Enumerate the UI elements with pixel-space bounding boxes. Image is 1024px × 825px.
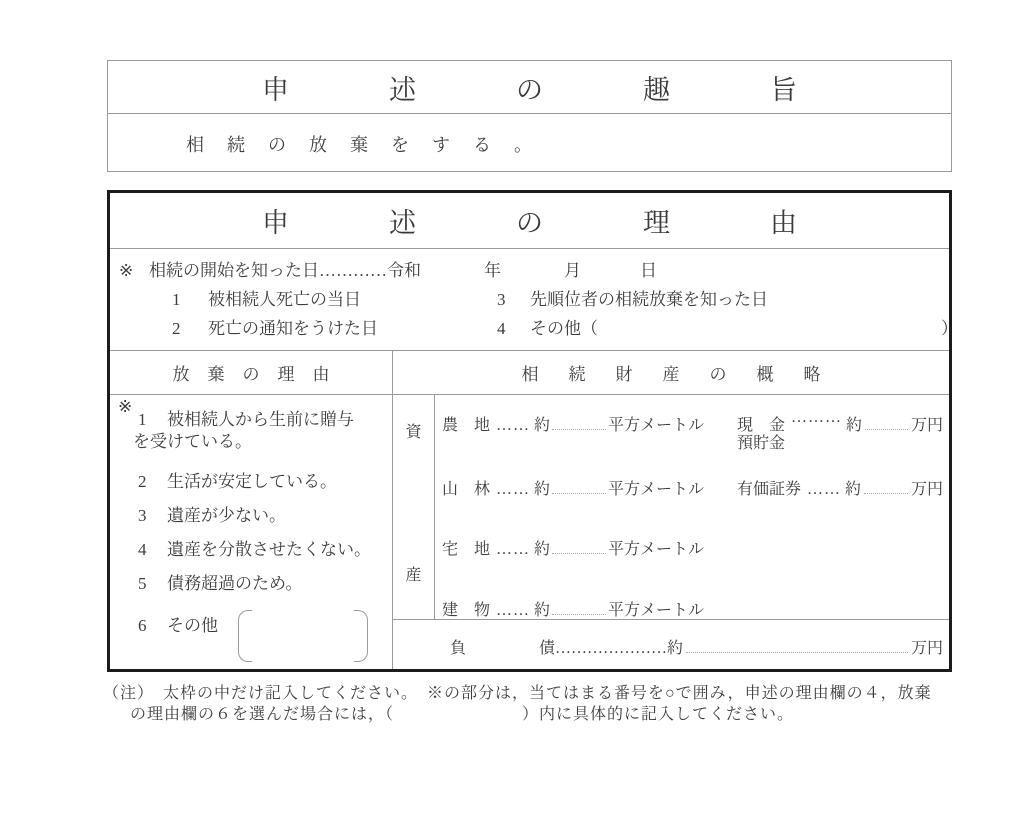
start-date-section — [110, 249, 958, 351]
other-reason-write-in-field[interactable] — [238, 610, 368, 662]
renunciation-reason-header-cell — [110, 351, 393, 394]
note-line-2-post: ）内に具体的に記入してください。 — [522, 706, 795, 723]
date-choice-1-number[interactable]: 1 — [172, 290, 181, 309]
forest-label: 山 林 — [442, 481, 491, 498]
debt-amount-field[interactable] — [686, 649, 908, 653]
debt-row — [393, 619, 949, 669]
date-choice-3-number[interactable]: 3 — [497, 290, 506, 309]
month-label: 月 — [564, 261, 581, 280]
renunciation-reason-header: 放棄の理由 — [172, 365, 348, 384]
cash-label-line1: 現 金 — [737, 417, 786, 434]
assets-label-column — [393, 395, 435, 619]
date-choice-3-text: 先順位者の相続放棄を知った日 — [530, 290, 768, 309]
reason-body-row — [110, 395, 949, 669]
right-bracket — [354, 610, 368, 662]
cash-deposit-label — [737, 417, 785, 453]
note-line-1: （注） 太枠の中だけ記入してください。 ※の部分は，当てはまる番号を○で囲み，申述の理由欄の４，放棄 — [103, 685, 932, 702]
forest-area-field[interactable] — [552, 490, 606, 494]
reason-4-number[interactable]: 4 — [138, 540, 147, 559]
reason-3-number[interactable]: 3 — [138, 506, 147, 525]
residential-land-area-field[interactable] — [552, 550, 606, 554]
reason-4-text: 遺産を分散させたくない。 — [167, 540, 371, 559]
approx-label: 約 — [534, 602, 551, 619]
reasons-marker: ※ — [118, 397, 133, 416]
reason-1-text: 被相続人から生前に贈与を受けている。 — [133, 410, 354, 451]
leader-dots: …… — [807, 481, 842, 498]
approx-label: 約 — [534, 481, 551, 498]
asset-row-farmland — [442, 409, 943, 453]
note-line-2 — [130, 704, 963, 725]
asset-label-bottom: 産 — [405, 567, 422, 584]
leader-dots: …… — [496, 417, 531, 434]
reason-1-number[interactable]: 1 — [138, 410, 147, 429]
reason-6-text: その他 — [167, 616, 218, 635]
farmland-area-field[interactable] — [552, 426, 606, 430]
month-field[interactable] — [504, 260, 560, 280]
approx-label: 約 — [846, 417, 863, 434]
purpose-box — [107, 60, 952, 172]
yen-unit-label: 万円 — [910, 640, 943, 657]
purpose-title-row — [108, 61, 951, 114]
securities-label: 有価証券 — [737, 481, 802, 498]
date-choice-2-text: 死亡の通知をうけた日 — [208, 319, 378, 338]
reason-3-text: 遺産が少ない。 — [167, 506, 286, 525]
estate-outline-header-cell — [393, 351, 949, 394]
leader-dots: ……… — [791, 409, 843, 426]
purpose-statement: 相続の放棄をする。 — [186, 135, 555, 155]
yen-unit-label: 万円 — [910, 417, 943, 434]
date-choice-2-number[interactable]: 2 — [172, 319, 181, 338]
approx-label: 約 — [845, 481, 862, 498]
day-field[interactable] — [584, 260, 636, 280]
reiwa-year-field[interactable] — [425, 260, 481, 280]
list-item — [138, 471, 392, 493]
reason-box — [107, 190, 958, 672]
cash-label-line2: 預貯金 — [737, 435, 786, 452]
date-choice-4-number[interactable]: 4 — [497, 319, 506, 338]
reason-6-number[interactable]: 6 — [138, 616, 147, 635]
asset-row-forest — [442, 476, 943, 499]
reason-2-text: 生活が安定している。 — [167, 472, 337, 491]
asset-rows — [435, 395, 949, 619]
estate-outline-cell — [393, 395, 949, 669]
asset-row-building — [442, 597, 943, 620]
approx-label: 約 — [534, 417, 551, 434]
yen-unit-label: 万円 — [910, 481, 943, 498]
reason-5-text: 債務超過のため。 — [167, 574, 303, 593]
leader-dots: ………………… — [555, 640, 668, 657]
securities-amount-field[interactable] — [864, 490, 908, 494]
column-header-row — [110, 351, 949, 395]
note-line-2-pre: の理由欄の６を選んだ場合には，（ — [130, 706, 395, 723]
purpose-title: 申述の趣旨 — [262, 74, 897, 105]
purpose-body-row — [108, 114, 951, 157]
sqm-unit-label: 平方メートル — [608, 602, 705, 619]
footer-notes — [103, 683, 963, 725]
list-item — [133, 409, 392, 453]
cash-amount-field[interactable] — [865, 426, 908, 430]
asset-row-residential-land — [442, 536, 943, 559]
left-bracket — [238, 610, 252, 662]
reason-title: 申述の理由 — [262, 208, 897, 238]
other-date-detail-field[interactable] — [602, 318, 937, 338]
debt-label-fu: 負 — [450, 640, 467, 657]
list-item — [138, 539, 392, 561]
date-choice-4-close-paren: ） — [941, 319, 958, 338]
date-choice-4-text: その他（ — [530, 319, 598, 338]
list-item — [138, 573, 392, 595]
asset-label-top: 資 — [405, 424, 422, 441]
start-date-marker: ※ — [119, 261, 134, 280]
building-area-field[interactable] — [552, 611, 606, 615]
start-date-label: 相続の開始を知った日…………令和 — [149, 261, 421, 280]
debt-label-sai: 債 — [539, 640, 556, 657]
sqm-unit-label: 平方メートル — [608, 481, 705, 498]
approx-label: 約 — [667, 640, 684, 657]
year-label: 年 — [484, 261, 501, 280]
residential-land-label: 宅 地 — [442, 541, 491, 558]
farmland-label: 農 地 — [442, 417, 491, 434]
date-choice-1-text: 被相続人死亡の当日 — [208, 290, 361, 309]
building-label: 建 物 — [442, 602, 491, 619]
leader-dots: …… — [496, 541, 531, 558]
sqm-unit-label: 平方メートル — [608, 541, 705, 558]
sqm-unit-label: 平方メートル — [608, 417, 705, 434]
leader-dots: …… — [496, 481, 531, 498]
reason-5-number[interactable]: 5 — [138, 574, 147, 593]
reason-title-row — [110, 193, 949, 249]
approx-label: 約 — [534, 541, 551, 558]
renunciation-reasons-cell — [110, 395, 393, 669]
estate-outline-header: 相続財産の概略 — [521, 365, 851, 384]
list-item — [138, 505, 392, 527]
day-label: 日 — [640, 261, 657, 280]
reason-list — [110, 395, 392, 637]
reason-2-number[interactable]: 2 — [138, 472, 147, 491]
leader-dots: …… — [496, 602, 531, 619]
assets-area — [393, 395, 949, 619]
